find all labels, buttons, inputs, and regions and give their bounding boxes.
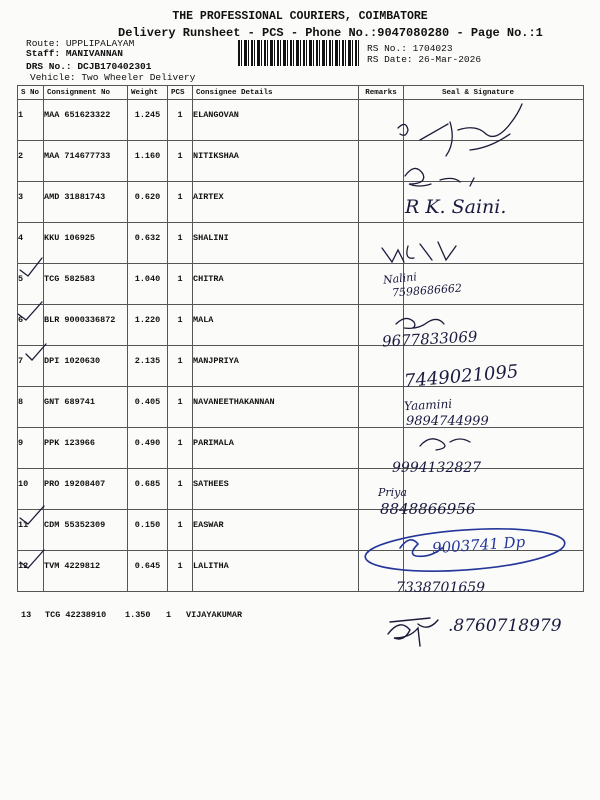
cell-consignee: MALA — [193, 305, 359, 346]
cell-sno: 12 — [18, 551, 44, 592]
cell-consignee: SHALINI — [193, 223, 359, 264]
staff-label: Staff: — [26, 48, 61, 59]
cell-remarks — [359, 182, 404, 223]
cell-sno: 6 — [18, 305, 44, 346]
cell-pcs: 1 — [168, 551, 193, 592]
cell-sno: 11 — [18, 510, 44, 551]
cell-consignee: NITIKSHAA — [193, 141, 359, 182]
cell-pcs: 1 — [168, 223, 193, 264]
cell-pcs: 1 — [168, 469, 193, 510]
row13-pcs: 1 — [166, 610, 172, 620]
cell-sno: 9 — [18, 428, 44, 469]
route-label: Route: — [26, 38, 61, 49]
cell-consignment: GNT 689741 — [44, 387, 128, 428]
staff-value: MANIVANNAN — [65, 48, 123, 59]
row13-consignment: TCG 42238910 — [45, 610, 107, 620]
hw-row11-phone: 9003741 Dp — [431, 532, 526, 558]
rs-no-line — [367, 43, 453, 54]
staff-line — [26, 48, 123, 59]
cell-weight: 0.490 — [128, 428, 168, 469]
cell-sno: 3 — [18, 182, 44, 223]
cell-sno: 8 — [18, 387, 44, 428]
cell-pcs: 1 — [168, 305, 193, 346]
col-sno: S No — [18, 86, 44, 100]
rs-date-label: RS Date: — [367, 54, 413, 65]
vehicle-line — [30, 72, 195, 83]
col-consignment: Consignment No — [44, 86, 128, 100]
table-row — [18, 428, 584, 469]
cell-weight: 0.150 — [128, 510, 168, 551]
hw-row10-phone: 8848866956 — [380, 500, 476, 518]
hw-row5-name: Nalini — [382, 270, 418, 287]
rs-no-label: RS No.: — [367, 43, 407, 54]
col-pcs: PCS — [168, 86, 193, 100]
barcode — [238, 40, 360, 66]
rs-date-value: 26-Mar-2026 — [418, 54, 482, 65]
company-title: THE PROFESSIONAL COURIERS, COIMBATORE — [172, 10, 428, 23]
cell-remarks — [359, 387, 404, 428]
cell-consignment: PRO 19208407 — [44, 469, 128, 510]
cell-weight: 2.135 — [128, 346, 168, 387]
cell-consignment: MAA 651623322 — [44, 100, 128, 141]
cell-weight: 1.160 — [128, 141, 168, 182]
cell-weight: 1.220 — [128, 305, 168, 346]
cell-weight: 1.245 — [128, 100, 168, 141]
cell-consignment: TCG 582583 — [44, 264, 128, 305]
table-row — [18, 264, 584, 305]
cell-pcs: 1 — [168, 428, 193, 469]
cell-consignment: PPK 123966 — [44, 428, 128, 469]
hw-row6-phone: 9677833069 — [381, 327, 478, 351]
row13-consignee: VIJAYAKUMAR — [186, 610, 243, 620]
runsheet-title: Delivery Runsheet - PCS - Phone No.:9047080280 - Page No.:1 — [118, 26, 543, 40]
cell-consignment: KKU 106925 — [44, 223, 128, 264]
col-consignee: Consignee Details — [193, 86, 359, 100]
table-row — [18, 469, 584, 510]
col-weight: Weight — [128, 86, 168, 100]
cell-pcs: 1 — [168, 346, 193, 387]
cell-signature — [404, 223, 584, 264]
table-row — [18, 141, 584, 182]
cell-consignment: DPI 1020630 — [44, 346, 128, 387]
cell-pcs: 1 — [168, 141, 193, 182]
signature-13 — [388, 618, 438, 646]
cell-remarks — [359, 346, 404, 387]
vehicle-value: Two Wheeler Delivery — [81, 72, 196, 83]
cell-consignment: CDM 55352309 — [44, 510, 128, 551]
drs-value: DCJB170402301 — [77, 61, 152, 72]
cell-weight: 0.405 — [128, 387, 168, 428]
cell-weight: 0.632 — [128, 223, 168, 264]
col-remarks: Remarks — [359, 86, 404, 100]
cell-pcs: 1 — [168, 387, 193, 428]
cell-consignee: LALITHA — [193, 551, 359, 592]
hw-row3: R K. Saini. — [405, 196, 507, 218]
vehicle-label: Vehicle: — [30, 72, 76, 83]
cell-consignee: NAVANEETHAKANNAN — [193, 387, 359, 428]
cell-sno: 4 — [18, 223, 44, 264]
cell-pcs: 1 — [168, 100, 193, 141]
drs-line — [26, 61, 151, 72]
cell-sno: 2 — [18, 141, 44, 182]
row13-weight: 1.350 — [125, 610, 151, 620]
hw-row10-name: Priya — [378, 486, 407, 499]
cell-pcs: 1 — [168, 182, 193, 223]
cell-sno: 1 — [18, 100, 44, 141]
cell-remarks — [359, 223, 404, 264]
cell-remarks — [359, 100, 404, 141]
cell-consignee: EASWAR — [193, 510, 359, 551]
cell-weight: 0.685 — [128, 469, 168, 510]
cell-consignee: SATHEES — [193, 469, 359, 510]
cell-consignee: AIRTEX — [193, 182, 359, 223]
hw-row9-phone: 9994132827 — [392, 460, 482, 476]
cell-sno: 7 — [18, 346, 44, 387]
cell-consignee: CHITRA — [193, 264, 359, 305]
table-row — [18, 387, 584, 428]
hw-row8-phone: 9894744999 — [406, 414, 489, 429]
table-row — [18, 305, 584, 346]
cell-consignee: PARIMALA — [193, 428, 359, 469]
cell-weight: 0.620 — [128, 182, 168, 223]
cell-weight: 1.040 — [128, 264, 168, 305]
rs-date-line — [367, 54, 481, 65]
table-header-row — [18, 86, 584, 100]
row13-sno: 13 — [21, 610, 32, 620]
cell-consignment: BLR 9000336872 — [44, 305, 128, 346]
cell-signature — [404, 100, 584, 141]
route-value: UPPLIPALAYAM — [65, 38, 135, 49]
cell-consignment: AMD 31881743 — [44, 182, 128, 223]
hw-row12-phone: 7338701659 — [396, 580, 486, 596]
cell-consignment: MAA 714677733 — [44, 141, 128, 182]
rs-no-value: 1704023 — [412, 43, 453, 54]
col-signature: Seal & Signature — [404, 86, 584, 100]
hw-row8-name: Yaamini — [403, 396, 453, 414]
cell-consignee: ELANGOVAN — [193, 100, 359, 141]
cell-pcs: 1 — [168, 510, 193, 551]
runsheet-table — [17, 85, 584, 592]
cell-weight: 0.645 — [128, 551, 168, 592]
cell-consignment: TVM 4229812 — [44, 551, 128, 592]
drs-label: DRS No.: — [26, 61, 72, 72]
table-row — [18, 100, 584, 141]
cell-sno: 10 — [18, 469, 44, 510]
table-row — [18, 223, 584, 264]
cell-remarks — [359, 141, 404, 182]
cell-pcs: 1 — [168, 264, 193, 305]
cell-sno: 5 — [18, 264, 44, 305]
hw-row13-phone: .8760718979 — [448, 616, 562, 636]
hw-row7-phone: 7449021095 — [403, 361, 520, 392]
cell-signature — [404, 141, 584, 182]
hw-row5-phone: 7598686662 — [391, 281, 463, 300]
table-row — [18, 551, 584, 592]
cell-consignee: MANJPRIYA — [193, 346, 359, 387]
